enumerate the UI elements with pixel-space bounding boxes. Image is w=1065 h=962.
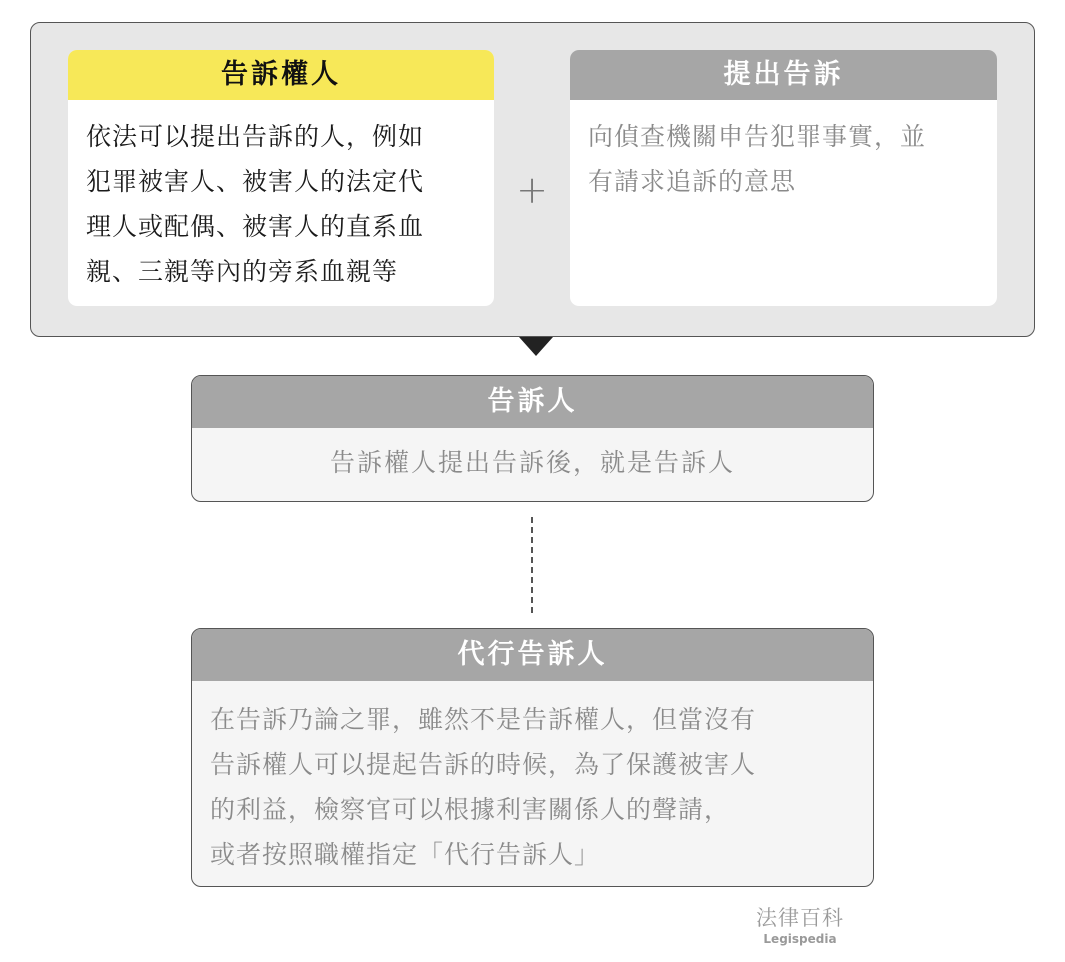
description-line: 依法可以提出告訴的人，例如 — [86, 122, 425, 151]
dashed-connector — [531, 517, 533, 613]
box-description: 告訴權人提出告訴後，就是告訴人 — [329, 448, 735, 477]
card-title: 提出告訴 — [570, 50, 997, 100]
box-description — [192, 681, 873, 877]
arrow-down-icon — [519, 337, 553, 356]
description-line: 或者按照職權指定「代行告訴人」 — [210, 840, 601, 869]
card-description — [570, 100, 997, 204]
plus-icon: + — [516, 168, 548, 212]
brand-logo-subtext: Legispedia — [763, 932, 837, 946]
description-line: 犯罪被害人、被害人的法定代 — [86, 167, 425, 196]
complaint-right-holder-card — [68, 50, 494, 306]
description-line: 的利益，檢察官可以根據利害關係人的聲請， — [210, 795, 731, 824]
brand-logo-text: 法律百科 — [756, 906, 844, 930]
description-line: 在告訴乃論之罪，雖然不是告訴權人，但當沒有 — [210, 705, 757, 734]
box-title: 告訴人 — [192, 376, 873, 428]
description-line: 理人或配偶、被害人的直系血 — [86, 212, 425, 241]
box-title: 代行告訴人 — [192, 629, 873, 681]
file-complaint-card — [570, 50, 997, 306]
card-description — [68, 100, 494, 294]
card-title: 告訴權人 — [68, 50, 494, 100]
description-line: 親、三親等內的旁系血親等 — [86, 257, 399, 286]
description-line: 有請求追訴的意思 — [588, 167, 797, 196]
complainant-box — [191, 375, 874, 502]
description-line: 向偵查機關申告犯罪事實，並 — [588, 122, 927, 151]
description-line: 告訴權人可以提起告訴的時候，為了保護被害人 — [210, 750, 757, 779]
acting-complainant-box — [191, 628, 874, 887]
